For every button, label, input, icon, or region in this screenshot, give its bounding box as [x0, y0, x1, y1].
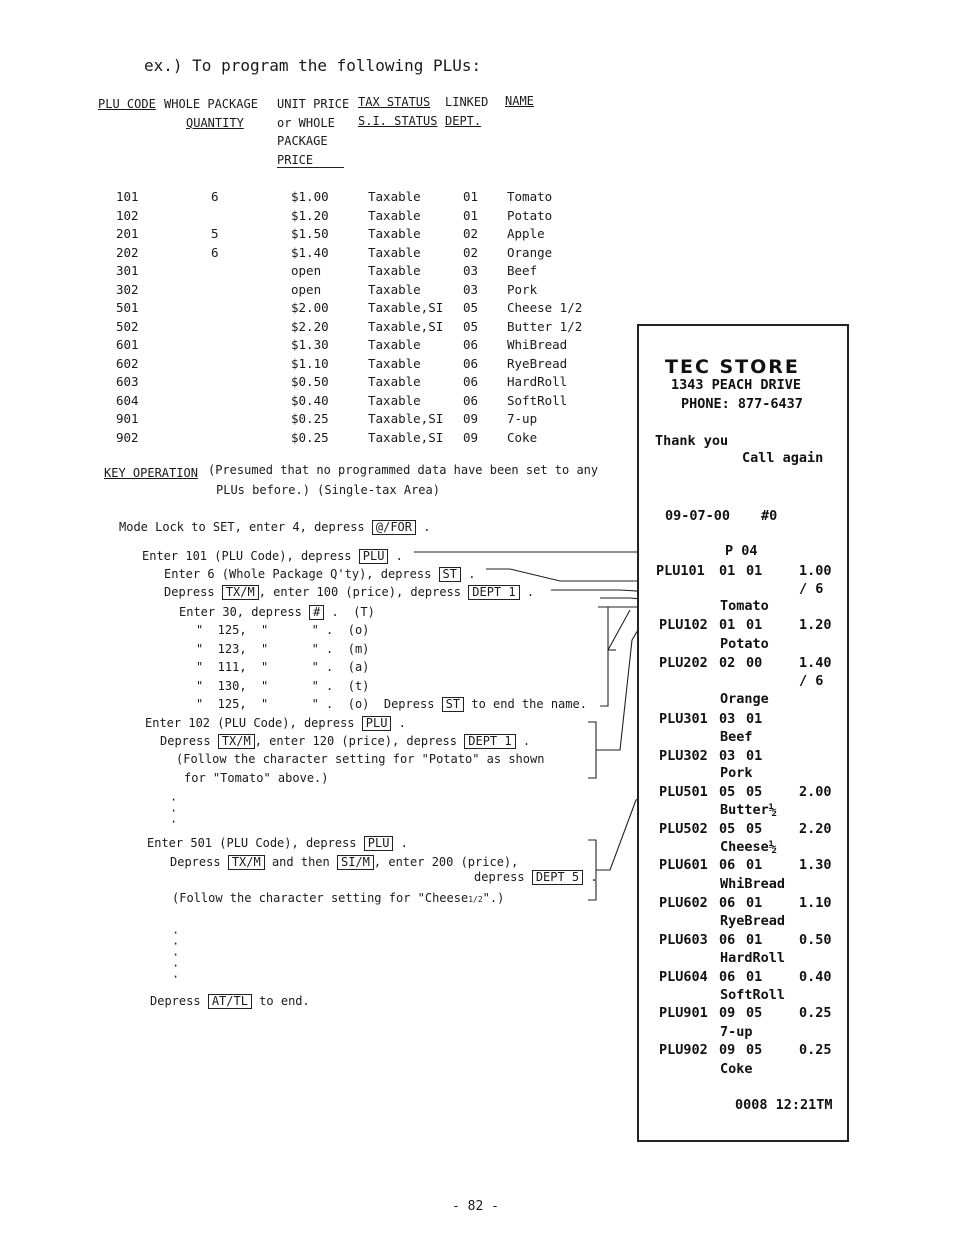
header-whole-package: WHOLE PACKAGE: [164, 97, 258, 111]
table-cell-code: 102: [116, 207, 139, 223]
receipt-price: 1.10: [799, 895, 832, 911]
header-dept: DEPT.: [445, 114, 482, 128]
header-si-status: S.I. STATUS: [358, 114, 438, 128]
table-cell-dept: 01: [463, 207, 479, 223]
table-cell-price: $1.40: [291, 244, 329, 260]
receipt-item-name: RyeBread: [720, 913, 786, 929]
receipt-mode: P 04: [725, 543, 758, 559]
at-for-key: @/FOR: [372, 520, 416, 535]
table-cell-tax: Taxable: [368, 244, 421, 260]
receipt-item-name: SoftRoll: [720, 987, 786, 1003]
receipt-plu-code: PLU301: [659, 711, 708, 727]
table-cell-dept: 06: [463, 374, 479, 389]
table-cell-price: open: [291, 281, 322, 297]
table-cell-price: $1.10: [291, 355, 329, 371]
table-cell-price: $2.00: [291, 300, 329, 315]
receipt-dept: 06: [719, 969, 736, 985]
receipt-price: 2.00: [799, 784, 832, 800]
receipt-price: 1.00: [799, 563, 832, 579]
table-cell-name: SoftRoll: [507, 392, 568, 408]
receipt-plu-code: PLU902: [659, 1042, 708, 1058]
receipt-price: 1.40: [799, 655, 832, 671]
tx-m-key-2: TX/M: [218, 734, 255, 749]
table-cell-name: Apple: [507, 226, 545, 241]
intro-text: ex.) To program the following PLUs:: [144, 56, 482, 75]
receipt-tax-status: 00: [746, 655, 763, 671]
step-follow-potato: (Follow the character setting for "Potato" as shown: [176, 752, 545, 766]
ellipsis-2: · · · · ·: [172, 926, 180, 984]
receipt-price: 0.25: [799, 1042, 832, 1058]
table-cell-name: Beef: [507, 263, 538, 278]
receipt-dept: 01: [719, 563, 736, 579]
step-follow-cheese: (Follow the character setting for "Cheese1/2".): [172, 891, 505, 905]
header-linked: LINKED: [445, 95, 489, 109]
receipt-tax-status: 01: [746, 748, 763, 764]
header-tax-status: TAX STATUS: [358, 95, 431, 109]
table-cell-tax: Taxable: [368, 281, 421, 297]
table-cell-dept: 05: [463, 318, 479, 334]
table-cell-code: 201: [116, 226, 139, 241]
header-quantity: QUANTITY: [186, 116, 244, 130]
si-m-key: SI/M: [337, 855, 374, 870]
table-cell-code: 202: [116, 244, 139, 260]
table-cell-tax: Taxable: [368, 189, 421, 204]
receipt-plu-code: PLU601: [659, 857, 708, 873]
table-cell-dept: 03: [463, 281, 479, 297]
receipt-call-again: Call again: [742, 450, 824, 466]
receipt-item-name: Cheese½: [720, 839, 777, 855]
step-follow-tomato: for "Tomato" above.): [184, 771, 329, 785]
table-cell-qty: 6: [211, 189, 219, 204]
receipt-tax-status: 05: [746, 1005, 763, 1021]
receipt-dept: 09: [719, 1005, 736, 1021]
table-cell-price: $1.30: [291, 337, 329, 352]
table-cell-price: $0.50: [291, 374, 329, 389]
table-cell-name: Cheese 1/2: [507, 300, 583, 315]
table-cell-dept: 05: [463, 300, 479, 315]
receipt-plu-code: PLU604: [659, 969, 708, 985]
receipt-thank: Thank you: [655, 433, 729, 449]
receipt-tax-status: 01: [746, 932, 763, 948]
receipt-dept: 06: [719, 932, 736, 948]
key-operation-note: (Presumed that no programmed data have been set to any: [208, 463, 599, 477]
receipt-dept: 05: [719, 784, 736, 800]
header-or-whole: or WHOLE: [277, 116, 335, 130]
receipt-phone: PHONE: 877-6437: [681, 396, 803, 412]
receipt-price: 0.25: [799, 1005, 832, 1021]
table-cell-tax: Taxable: [368, 355, 421, 371]
receipt-item-name: WhiBread: [720, 876, 786, 892]
table-cell-tax: Taxable,SI: [368, 429, 444, 445]
key-operation-note-2: PLUs before.) (Single-tax Area): [216, 483, 440, 497]
table-cell-name: Potato: [507, 207, 553, 223]
receipt-dept: 09: [719, 1042, 736, 1058]
table-cell-price: $0.40: [291, 392, 329, 408]
table-cell-code: 601: [116, 337, 139, 352]
step-enter-501: Enter 501 (PLU Code), depress PLU .: [147, 836, 408, 850]
table-cell-tax: Taxable,SI: [368, 411, 444, 426]
step-mode-lock: Mode Lock to SET, enter 4, depress @/FOR .: [119, 520, 431, 534]
table-cell-tax: Taxable: [368, 226, 421, 241]
receipt-plu-code: PLU602: [659, 895, 708, 911]
receipt-plu-code: PLU302: [659, 748, 708, 764]
receipt-dept: 01: [719, 617, 736, 633]
table-cell-dept: 01: [463, 189, 479, 204]
step-end: Depress AT/TL to end.: [150, 994, 310, 1008]
table-cell-name: HardRoll: [507, 374, 568, 389]
table-cell-code: 901: [116, 411, 139, 426]
table-cell-code: 603: [116, 374, 139, 389]
receipt-plu-code: PLU501: [659, 784, 708, 800]
plu-key-2: PLU: [362, 716, 392, 731]
table-cell-code: 101: [116, 189, 139, 204]
ellipsis-1: · · ·: [170, 793, 178, 829]
table-cell-dept: 09: [463, 429, 479, 445]
receipt-item-name: 7-up: [720, 1024, 753, 1040]
receipt-tax-status: 01: [746, 969, 763, 985]
receipt-item-name: Coke: [720, 1061, 753, 1077]
table-cell-price: $1.50: [291, 226, 329, 241]
table-cell-dept: 06: [463, 355, 479, 371]
receipt-tax-status: 01: [746, 617, 763, 633]
receipt-tax-status: 05: [746, 784, 763, 800]
table-cell-price: $2.20: [291, 318, 329, 334]
tx-m-key-3: TX/M: [228, 855, 265, 870]
receipt-plu-code: PLU901: [659, 1005, 708, 1021]
table-cell-qty: 6: [211, 244, 219, 260]
st-key-2: ST: [442, 697, 464, 712]
receipt-number: #0: [761, 508, 778, 524]
receipt-date: 09-07-00: [665, 508, 731, 524]
receipt-item-name: Orange: [720, 691, 769, 707]
table-cell-name: Pork: [507, 281, 538, 297]
step-price-100: Depress TX/M , enter 100 (price), depress DEPT 1 .: [164, 585, 535, 599]
receipt-tax-status: 05: [746, 821, 763, 837]
receipt-plu-code: PLU101: [656, 563, 705, 579]
header-name: NAME: [505, 94, 534, 108]
table-cell-name: 7-up: [507, 411, 538, 426]
table-cell-dept: 02: [463, 226, 479, 241]
receipt-plu-code: PLU603: [659, 932, 708, 948]
hash-key: #: [309, 605, 324, 620]
receipt-plu-code: PLU202: [659, 655, 708, 671]
table-cell-tax: Taxable,SI: [368, 300, 444, 315]
table-cell-tax: Taxable: [368, 392, 421, 408]
table-cell-code: 302: [116, 281, 139, 297]
receipt-item-name: Pork: [720, 765, 753, 781]
table-cell-tax: Taxable: [368, 263, 421, 278]
header-unit-price: UNIT PRICE: [277, 97, 350, 111]
table-cell-tax: Taxable: [368, 337, 421, 352]
at-tl-key: AT/TL: [208, 994, 252, 1009]
table-cell-dept: 03: [463, 263, 479, 278]
table-cell-price: $1.20: [291, 207, 329, 223]
table-cell-price: open: [291, 263, 322, 278]
table-cell-tax: Taxable: [368, 374, 421, 389]
table-cell-code: 602: [116, 355, 139, 371]
table-cell-price: $0.25: [291, 411, 329, 426]
table-cell-code: 301: [116, 263, 139, 278]
receipt-tax-status: 01: [746, 895, 763, 911]
receipt-dept: 05: [719, 821, 736, 837]
step-depress-dept5: depress DEPT 5 .: [474, 870, 598, 884]
receipt-tax-status: 01: [746, 563, 763, 579]
dept5-key: DEPT 5: [532, 870, 583, 885]
table-cell-dept: 02: [463, 244, 479, 260]
receipt-price: 1.30: [799, 857, 832, 873]
receipt-item-name: HardRoll: [720, 950, 786, 966]
receipt-store-name: TEC STORE: [665, 356, 800, 378]
dept1-key: DEPT 1: [468, 585, 519, 600]
page-number: - 82 -: [452, 1199, 499, 1214]
step-si-m: Depress TX/M and then SI/M , enter 200 (price),: [170, 855, 519, 869]
step-enter-102: Enter 102 (PLU Code), depress PLU .: [145, 716, 406, 730]
dept1-key-2: DEPT 1: [464, 734, 515, 749]
table-cell-code: 501: [116, 300, 139, 315]
receipt-price: 1.20: [799, 617, 832, 633]
receipt-address: 1343 PEACH DRIVE: [671, 377, 802, 393]
receipt-tax-status: 05: [746, 1042, 763, 1058]
receipt-tax-status: 01: [746, 711, 763, 727]
receipt-item-name: Beef: [720, 729, 753, 745]
step-char-30: Enter 30, depress # . (T): [179, 605, 375, 619]
table-cell-dept: 09: [463, 411, 479, 426]
table-cell-tax: Taxable: [368, 207, 421, 223]
receipt-price: 0.50: [799, 932, 832, 948]
receipt-plu-code: PLU502: [659, 821, 708, 837]
step-char-111: " 111, " " . (a): [196, 660, 370, 674]
receipt-item-name: Potato: [720, 636, 769, 652]
table-cell-name: WhiBread: [507, 337, 568, 352]
table-cell-dept: 06: [463, 337, 479, 352]
table-cell-qty: 5: [211, 226, 219, 241]
receipt-price: 0.40: [799, 969, 832, 985]
receipt-plu-code: PLU102: [659, 617, 708, 633]
header-plu-code: PLU CODE: [98, 97, 156, 111]
receipt-qty: / 6: [799, 673, 824, 689]
table-cell-tax: Taxable,SI: [368, 318, 444, 334]
step-char-125b: " 125, " " . (o) Depress ST to end the name.: [196, 697, 587, 711]
header-package: PACKAGE: [277, 134, 328, 148]
table-cell-dept: 06: [463, 392, 479, 408]
plu-key-3: PLU: [364, 836, 394, 851]
step-enter-101: Enter 101 (PLU Code), depress PLU .: [142, 549, 403, 563]
table-cell-name: Orange: [507, 244, 553, 260]
receipt-tax-status: 01: [746, 857, 763, 873]
step-char-130: " 130, " " . (t): [196, 679, 370, 693]
receipt-item-name: Butter½: [720, 802, 777, 818]
st-key: ST: [439, 567, 461, 582]
receipt-price: 2.20: [799, 821, 832, 837]
step-char-125: " 125, " " . (o): [196, 623, 370, 637]
table-cell-code: 902: [116, 429, 139, 445]
key-operation-label: KEY OPERATION: [104, 466, 198, 480]
table-cell-name: Tomato: [507, 189, 553, 204]
step-price-120: Depress TX/M , enter 120 (price), depress DEPT 1 .: [160, 734, 531, 748]
plu-key: PLU: [359, 549, 389, 564]
table-cell-code: 502: [116, 318, 139, 334]
receipt-item-name: Tomato: [720, 598, 769, 614]
receipt-dept: 02: [719, 655, 736, 671]
receipt-dept: 03: [719, 748, 736, 764]
step-char-123: " 123, " " . (m): [196, 642, 370, 656]
table-cell-name: RyeBread: [507, 355, 568, 371]
receipt-dept: 06: [719, 857, 736, 873]
receipt-dept: 03: [719, 711, 736, 727]
step-enter-6: Enter 6 (Whole Package Q'ty), depress ST .: [164, 567, 476, 581]
table-cell-name: Coke: [507, 429, 538, 445]
table-cell-name: Butter 1/2: [507, 318, 583, 334]
table-cell-code: 604: [116, 392, 139, 408]
table-cell-price: $0.25: [291, 429, 329, 445]
receipt-footer: 0008 12:21TM: [735, 1097, 833, 1113]
receipt-dept: 06: [719, 895, 736, 911]
receipt-qty: / 6: [799, 581, 824, 597]
header-price: PRICE: [277, 153, 314, 167]
table-cell-price: $1.00: [291, 189, 329, 204]
tx-m-key: TX/M: [222, 585, 259, 600]
